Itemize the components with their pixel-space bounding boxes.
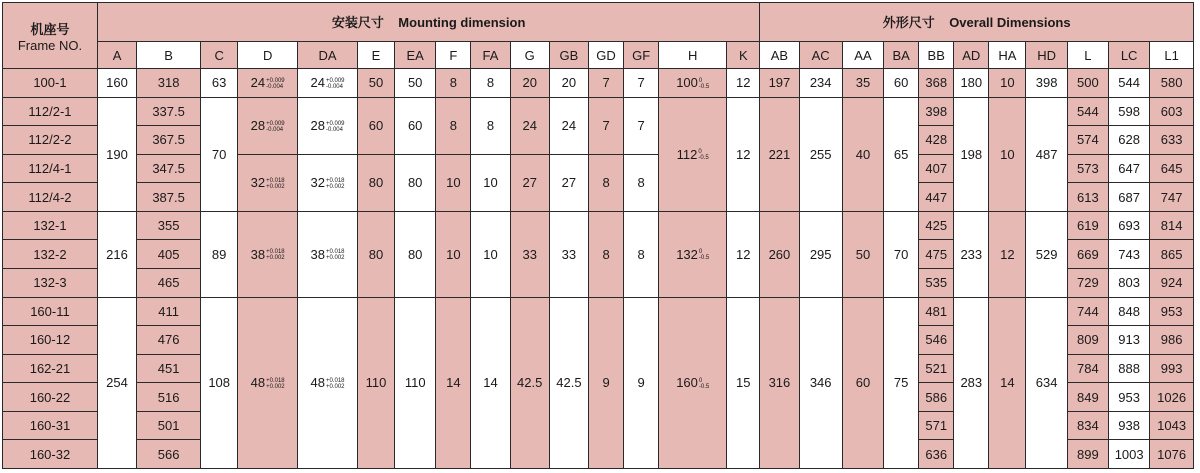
cell-lc: 913 [1109,326,1150,355]
cell-hd: 487 [1026,97,1067,211]
cell-g: 33 [510,211,549,297]
cell-l1: 1043 [1150,411,1194,440]
cell-gf: 8 [624,211,659,297]
cell-ab: 221 [760,97,799,211]
cell-ab: 197 [760,69,799,98]
cell-gd: 8 [589,211,624,297]
cell-l1: 993 [1150,354,1194,383]
cell-ac: 234 [799,69,842,98]
cell-gb: 24 [549,97,588,154]
cell-ea: 80 [395,154,436,211]
cell-lc: 687 [1109,183,1150,212]
cell-d-value: 38 [250,246,266,262]
cell-f: 14 [436,297,471,468]
cell-l: 574 [1067,126,1108,155]
cell-da-value: 24 [310,75,325,91]
cell-da [298,297,358,468]
cell-l1: 865 [1150,240,1194,269]
cell-da-tolerance: +0.018 +0.002 [325,177,345,190]
cell-ea: 80 [395,211,436,297]
cell-gf: 7 [624,97,659,154]
cell-b: 405 [137,240,201,269]
cell-ab: 316 [760,297,799,468]
cell-d-value: 28 [250,118,266,134]
cell-gb: 27 [549,154,588,211]
cell-ba: 60 [884,69,919,98]
cell-bb: 398 [919,97,954,126]
frame-cell: 112/2-1 [3,97,98,126]
frame-cell: 112/4-1 [3,154,98,183]
cell-lc: 888 [1109,354,1150,383]
column-header-ba: BA [884,41,919,68]
cell-bb: 636 [919,440,954,469]
cell-l1: 953 [1150,297,1194,326]
cell-e: 60 [357,97,394,154]
cell-a: 190 [97,97,136,211]
cell-l: 744 [1067,297,1108,326]
cell-gf: 8 [624,154,659,211]
cell-h-value: 100 [676,75,698,91]
cell-da-tolerance: +0.009 -0.004 [325,120,345,133]
cell-ea: 60 [395,97,436,154]
cell-k: 12 [727,97,760,211]
cell-da-value: 48 [310,375,325,391]
cell-ha: 10 [989,97,1026,211]
column-header-l1: L1 [1150,41,1194,68]
overall-dimension-header [760,3,1194,42]
cell-h-tolerance: 0 -0.5 [698,377,710,390]
frame-header-cn: 机座号 [30,21,70,37]
cell-gd: 8 [589,154,624,211]
cell-ad: 233 [954,211,989,297]
cell-k: 12 [727,211,760,297]
cell-c: 108 [201,297,238,468]
cell-d [238,97,298,154]
cell-fa: 10 [471,211,510,297]
cell-bb: 546 [919,326,954,355]
cell-l1: 603 [1150,97,1194,126]
cell-f: 10 [436,154,471,211]
table-row [3,97,1194,126]
cell-ha: 10 [989,69,1026,98]
cell-gd: 7 [589,69,624,98]
overall-header-cn: 外形尺寸 [882,15,935,31]
cell-h-value: 112 [676,146,698,162]
cell-c: 63 [201,69,238,98]
mounting-header-en: Mounting dimension [398,15,526,31]
column-header-e: E [357,41,394,68]
cell-lc: 1003 [1109,440,1150,469]
frame-cell: 160-31 [3,411,98,440]
cell-l1: 580 [1150,69,1194,98]
cell-bb: 535 [919,268,954,297]
cell-fa: 14 [471,297,510,468]
cell-h-tolerance: 0 -0.5 [698,149,709,162]
cell-l1: 814 [1150,211,1194,240]
table-row [3,211,1194,240]
column-header-da: DA [298,41,358,68]
cell-da-value: 28 [310,118,325,134]
column-header-f: F [436,41,471,68]
cell-l: 613 [1067,183,1108,212]
cell-lc: 848 [1109,297,1150,326]
cell-ea: 50 [395,69,436,98]
cell-h [659,211,727,297]
cell-l1: 633 [1150,126,1194,155]
cell-d [238,154,298,211]
cell-l: 899 [1067,440,1108,469]
cell-h [659,97,727,211]
cell-lc: 953 [1109,383,1150,412]
mounting-header-cn: 安装尺寸 [331,15,384,31]
cell-b: 411 [137,297,201,326]
column-header-b: B [137,41,201,68]
cell-l: 809 [1067,326,1108,355]
cell-da-tolerance: +0.018 +0.002 [325,377,345,390]
cell-da-value: 32 [310,175,325,191]
table-row [3,69,1194,98]
mounting-dimension-header [97,3,759,42]
cell-da [298,97,358,154]
cell-d-tolerance: +0.018 +0.002 [266,249,285,262]
cell-g: 24 [510,97,549,154]
cell-ba: 70 [884,211,919,297]
cell-l: 619 [1067,211,1108,240]
cell-h-value: 132 [676,246,698,262]
cell-b: 465 [137,268,201,297]
cell-fa: 10 [471,154,510,211]
frame-cell: 132-1 [3,211,98,240]
cell-b: 387.5 [137,183,201,212]
cell-c: 89 [201,211,238,297]
cell-bb: 481 [919,297,954,326]
cell-h-value: 160 [676,375,698,391]
cell-e: 80 [357,211,394,297]
cell-bb: 368 [919,69,954,98]
frame-cell: 160-12 [3,326,98,355]
cell-g: 42.5 [510,297,549,468]
frame-header-en: Frame NO. [17,37,83,53]
cell-aa: 60 [842,297,883,468]
cell-d-tolerance: +0.018 +0.002 [266,177,285,190]
cell-gf: 7 [624,69,659,98]
cell-a: 216 [97,211,136,297]
cell-lc: 693 [1109,211,1150,240]
frame-cell: 160-11 [3,297,98,326]
cell-d-value: 48 [250,375,266,391]
cell-d-value: 32 [250,175,266,191]
cell-b: 337.5 [137,97,201,126]
column-header-lc: LC [1109,41,1150,68]
cell-ad: 198 [954,97,989,211]
cell-b: 566 [137,440,201,469]
cell-l: 729 [1067,268,1108,297]
cell-k: 15 [727,297,760,468]
column-header-ea: EA [395,41,436,68]
cell-b: 451 [137,354,201,383]
frame-cell: 112/4-2 [3,183,98,212]
cell-b: 347.5 [137,154,201,183]
cell-lc: 628 [1109,126,1150,155]
cell-ac: 255 [799,97,842,211]
cell-b: 318 [137,69,201,98]
cell-ea: 110 [395,297,436,468]
column-header-ha: HA [989,41,1026,68]
cell-ac: 295 [799,211,842,297]
cell-gd: 7 [589,97,624,154]
cell-b: 516 [137,383,201,412]
cell-ba: 65 [884,97,919,211]
cell-aa: 40 [842,97,883,211]
cell-a: 160 [97,69,136,98]
cell-gb: 20 [549,69,588,98]
column-header-row [3,41,1194,68]
column-header-c: C [201,41,238,68]
cell-lc: 544 [1109,69,1150,98]
cell-h [659,297,727,468]
cell-l1: 1076 [1150,440,1194,469]
cell-hd: 634 [1026,297,1067,468]
cell-bb: 407 [919,154,954,183]
cell-bb: 447 [919,183,954,212]
cell-lc: 647 [1109,154,1150,183]
cell-l1: 924 [1150,268,1194,297]
cell-l: 834 [1067,411,1108,440]
cell-e: 110 [357,297,394,468]
frame-cell: 162-21 [3,354,98,383]
cell-gb: 33 [549,211,588,297]
cell-d-tolerance: +0.009 -0.004 [266,120,285,133]
cell-l1: 645 [1150,154,1194,183]
cell-l1: 1026 [1150,383,1194,412]
column-header-gf: GF [624,41,659,68]
column-header-d: D [238,41,298,68]
column-header-aa: AA [842,41,883,68]
cell-da [298,211,358,297]
cell-gd: 9 [589,297,624,468]
column-header-k: K [727,41,760,68]
cell-e: 50 [357,69,394,98]
cell-aa: 50 [842,211,883,297]
column-header-fa: FA [471,41,510,68]
cell-lc: 938 [1109,411,1150,440]
cell-ha: 14 [989,297,1026,468]
column-header-gd: GD [589,41,624,68]
cell-l1: 986 [1150,326,1194,355]
cell-lc: 803 [1109,268,1150,297]
cell-e: 80 [357,154,394,211]
cell-bb: 586 [919,383,954,412]
cell-c: 70 [201,97,238,211]
cell-ad: 283 [954,297,989,468]
cell-hd: 398 [1026,69,1067,98]
column-header-bb: BB [919,41,954,68]
column-header-h: H [659,41,727,68]
cell-h [659,69,727,98]
cell-d-tolerance: +0.018 +0.002 [266,377,285,390]
cell-b: 355 [137,211,201,240]
column-header-a: A [97,41,136,68]
cell-d [238,69,298,98]
cell-da [298,154,358,211]
cell-da-tolerance: +0.018 +0.002 [325,249,345,262]
cell-l: 544 [1067,97,1108,126]
cell-b: 476 [137,326,201,355]
cell-d [238,211,298,297]
cell-h-tolerance: 0 -0.5 [698,249,710,262]
table-row [3,297,1194,326]
cell-hd: 529 [1026,211,1067,297]
cell-l: 500 [1067,69,1108,98]
column-header-g: G [510,41,549,68]
cell-f: 10 [436,211,471,297]
frame-cell: 100-1 [3,69,98,98]
column-header-ad: AD [954,41,989,68]
cell-ad: 180 [954,69,989,98]
frame-cell: 132-3 [3,268,98,297]
cell-da-value: 38 [310,246,325,262]
cell-f: 8 [436,69,471,98]
cell-g: 27 [510,154,549,211]
cell-l: 784 [1067,354,1108,383]
cell-gb: 42.5 [549,297,588,468]
cell-gf: 9 [624,297,659,468]
cell-da [298,69,358,98]
cell-fa: 8 [471,97,510,154]
cell-l: 669 [1067,240,1108,269]
cell-g: 20 [510,69,549,98]
cell-b: 501 [137,411,201,440]
cell-bb: 521 [919,354,954,383]
frame-cell: 112/2-2 [3,126,98,155]
cell-d-tolerance: +0.009 -0.004 [266,77,285,90]
frame-cell: 132-2 [3,240,98,269]
cell-da-tolerance: +0.009 -0.004 [325,77,345,90]
column-header-gb: GB [549,41,588,68]
cell-aa: 35 [842,69,883,98]
frame-header [3,3,98,69]
cell-ba: 75 [884,297,919,468]
cell-lc: 743 [1109,240,1150,269]
cell-ac: 346 [799,297,842,468]
cell-a: 254 [97,297,136,468]
frame-cell: 160-22 [3,383,98,412]
cell-l1: 747 [1150,183,1194,212]
cell-b: 367.5 [137,126,201,155]
cell-lc: 598 [1109,97,1150,126]
cell-bb: 428 [919,126,954,155]
column-header-hd: HD [1026,41,1067,68]
cell-bb: 475 [919,240,954,269]
cell-bb: 425 [919,211,954,240]
dimension-table [2,2,1194,469]
column-header-ac: AC [799,41,842,68]
cell-l: 849 [1067,383,1108,412]
cell-k: 12 [727,69,760,98]
cell-fa: 8 [471,69,510,98]
column-header-ab: AB [760,41,799,68]
cell-l: 573 [1067,154,1108,183]
cell-bb: 571 [919,411,954,440]
cell-f: 8 [436,97,471,154]
cell-ab: 260 [760,211,799,297]
cell-d [238,297,298,468]
cell-h-tolerance: 0 -0.5 [698,77,710,90]
frame-cell: 160-32 [3,440,98,469]
cell-ha: 12 [989,211,1026,297]
overall-header-en: Overall Dimensions [949,15,1071,31]
column-header-l: L [1067,41,1108,68]
cell-d-value: 24 [250,75,266,91]
